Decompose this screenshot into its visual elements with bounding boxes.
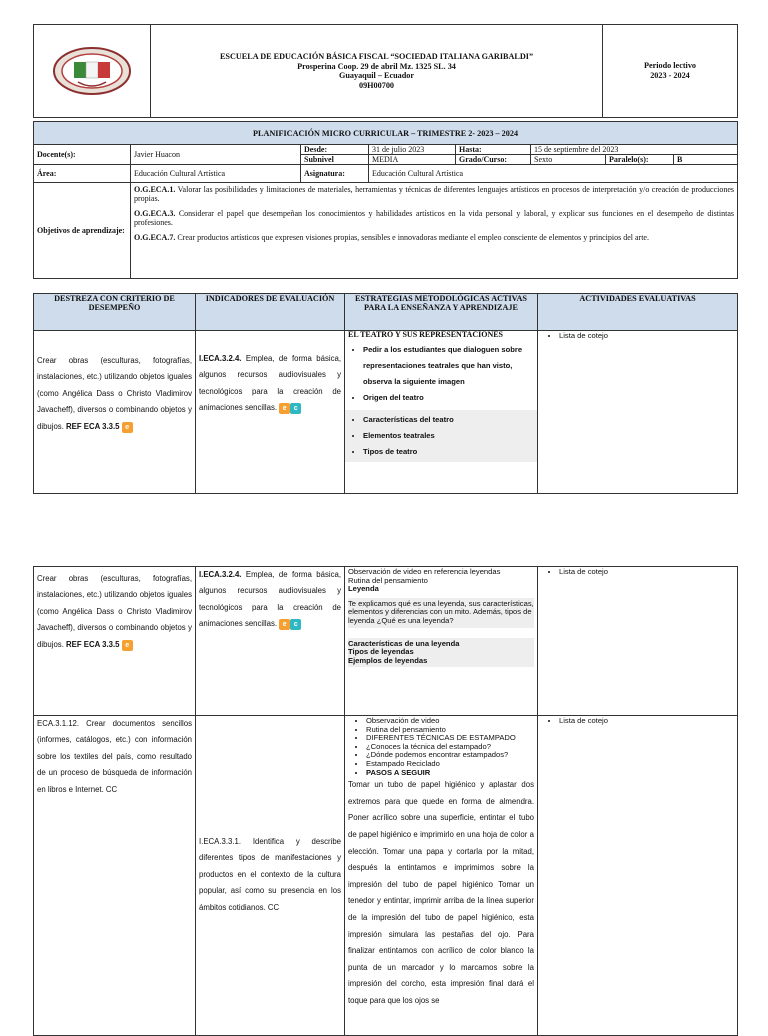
area-label: Área: bbox=[34, 165, 131, 183]
destreza-cell: Crear obras (esculturas, fotografías, instalaciones, etc.) utilizando objetos iguales (como Angélica Dass o Christo Vladimirov Javacheff), diversos o combinando objetos y dibujos. REF ECA 3.3.5 e bbox=[34, 567, 196, 716]
school-code: 09H00700 bbox=[358, 80, 395, 90]
objetivos-cell bbox=[131, 183, 738, 279]
list-item: • Tipos de teatro bbox=[363, 444, 537, 460]
paralelo-value: B bbox=[674, 155, 738, 165]
estrategia-steps: Tomar un tubo de papel higiénico y aplastar dos extremos para que quede en forma de almendra. Poner acrílico sobre una superficie, entintar el tubo de papel higiénico e imprimirlo en una hoja de color a elección. Tomar una papa y cortarla por la mitad, después la entintamos e imprimimos sobre la impresión del tubo de papel higiénico Tomar un tenedor y entintar, imprimir arriba de la línea superior de la impresión del tubo de papel higiénico, esta impresión simulara las pestañas del ojo. Para finalizar entintamos con acrílico de color blanco la punta de un marcador y lo marcamos sobre la impresión del corcho, esta impresión final dará el toque para que los ojos se bbox=[348, 780, 534, 1005]
hasta-value: 15 de septiembre del 2023 bbox=[531, 145, 738, 155]
area-value: Educación Cultural Artística bbox=[131, 165, 301, 183]
list-item: • PASOS A SEGUIR bbox=[366, 769, 534, 778]
indicador-cell: I.ECA.3.3.1. Identifica y describe diferentes tipos de manifestaciones y productos en el contexto de la cultura popular, así como su presencia en los ámbitos cotidianos. CC bbox=[196, 716, 345, 1036]
destreza-cell: ECA.3.1.12. Crear documentos sencillos (informes, catálogos, etc.) con información sobre los textiles del país, como resultado de un proceso de búsqueda de información en libros e Internet. CC bbox=[34, 716, 196, 1036]
estrategia-bold-list: Características de una leyenda Tipos de leyendas Ejemplos de leyendas bbox=[348, 638, 534, 668]
actividad-cell bbox=[538, 331, 738, 494]
asignatura-value: Educación Cultural Artística bbox=[369, 165, 738, 183]
paralelo-label: Paralelo(s): bbox=[606, 155, 674, 165]
destreza-table-2 bbox=[33, 566, 738, 1036]
list-item: • Lista de cotejo bbox=[559, 568, 734, 577]
objetivo-2: O.G.ECA.3. Considerar el papel que desempeñan los conocimientos y habilidades artísticos en la vida personal y laboral, y explicar sus funciones en el desempeño de distintas profesiones. bbox=[134, 209, 735, 227]
desde-label: Desde: bbox=[301, 145, 369, 155]
estrategia-line: Observación de video en referencia leyendas bbox=[348, 567, 501, 576]
list-item: • DIFERENTES TÉCNICAS DE ESTAMPADO bbox=[366, 734, 534, 743]
chat-icon: c bbox=[290, 619, 301, 630]
estrategia-list-2 bbox=[345, 410, 537, 462]
estrategia-paragraph: Te explicamos qué es una leyenda, sus características, elementos y diferencias con un mito. Además, tipos de leyenda ¿Qué es una leyenda? bbox=[348, 598, 534, 628]
school-info-cell bbox=[151, 25, 603, 118]
header-estrategias: ESTRATEGIAS METODOLÓGICAS ACTIVAS PARA LA ENSEÑANZA Y APRENDIZAJE bbox=[345, 294, 538, 331]
logo-cell bbox=[34, 25, 151, 118]
header-actividades: ACTIVIDADES EVALUATIVAS bbox=[538, 294, 738, 331]
grado-value: Sexto bbox=[531, 155, 606, 165]
book-icon: e bbox=[279, 403, 290, 414]
school-logo-icon bbox=[52, 46, 132, 96]
subnivel-value: MEDIA bbox=[369, 155, 456, 165]
list-item: • Características del teatro bbox=[363, 412, 537, 428]
estrategia-cell bbox=[345, 716, 538, 1036]
desde-value: 31 de julio 2023 bbox=[369, 145, 456, 155]
objetivos-label: Objetivos de aprendizaje: bbox=[34, 183, 131, 279]
periodo-cell bbox=[603, 25, 738, 118]
periodo-value: 2023 - 2024 bbox=[650, 71, 690, 80]
list-item: • Pedir a los estudiantes que dialoguen sobre representaciones teatrales que han visto, observa la siguiente imagen bbox=[363, 342, 537, 390]
table-header-row bbox=[34, 294, 738, 331]
list-item: • Rutina del pensamiento bbox=[366, 726, 534, 735]
planning-table bbox=[33, 121, 738, 279]
header-table bbox=[33, 24, 738, 118]
table-row bbox=[34, 716, 738, 1036]
estrategia-line: Rutina del pensamiento bbox=[348, 575, 428, 585]
book-icon: e bbox=[279, 619, 290, 630]
header-indicadores: INDICADORES DE EVALUACIÓN bbox=[196, 294, 345, 331]
docente-value: Javier Huacon bbox=[131, 145, 301, 165]
table-row bbox=[34, 331, 738, 494]
docente-label: Docente(s): bbox=[34, 145, 131, 165]
hasta-label: Hasta: bbox=[456, 145, 531, 155]
plan-title: PLANIFICACIÓN MICRO CURRICULAR – TRIMESTRE 2- 2023 – 2024 bbox=[34, 122, 738, 145]
estrategia-cell bbox=[345, 567, 538, 716]
indicador-cell: I.ECA.3.2.4. Emplea, de forma básica, algunos recursos audiovisuales y tecnológicos para la creación de animaciones sencillas. e c bbox=[196, 567, 345, 716]
list-item: • Lista de cotejo bbox=[559, 717, 734, 726]
header-destreza: DESTREZA CON CRITERIO DE DESEMPEÑO bbox=[34, 294, 196, 331]
estrategia-list bbox=[345, 342, 537, 406]
estrategia-cell bbox=[345, 331, 538, 494]
actividad-cell bbox=[538, 567, 738, 716]
subnivel-label: Subnivel bbox=[301, 155, 369, 165]
list-item: • ¿Conoces la técnica del estampado? bbox=[366, 743, 534, 752]
list-item: • Origen del teatro bbox=[363, 390, 537, 406]
objetivo-1: O.G.ECA.1. Valorar las posibilidades y limitaciones de materiales, herramientas y técnicas de diferentes lenguajes artísticos en procesos de interpretación y/o creación de producciones propias. bbox=[134, 185, 735, 203]
school-address-1: Prosperina Coop. 29 de abril Mz. 1325 SL. 34 bbox=[297, 61, 456, 71]
list-item: • Elementos teatrales bbox=[363, 428, 537, 444]
school-address-2: Guayaquil – Ecuador bbox=[338, 71, 415, 80]
chat-icon: c bbox=[290, 403, 301, 414]
book-icon: e bbox=[122, 422, 133, 433]
periodo-label: Periodo lectivo bbox=[643, 61, 697, 70]
indicador-cell: I.ECA.3.2.4. Emplea, de forma básica, algunos recursos audiovisuales y tecnológicos para la creación de animaciones sencillas. e c bbox=[196, 331, 345, 494]
school-name: ESCUELA DE EDUCACIÓN BÁSICA FISCAL “SOCIEDAD ITALIANA GARIBALDI” bbox=[219, 52, 534, 61]
table-row bbox=[34, 567, 738, 716]
actividad-cell bbox=[538, 716, 738, 1036]
destreza-cell: Crear obras (esculturas, fotografías, instalaciones, etc.) utilizando objetos iguales (como Angélica Dass o Christo Vladimirov Javacheff), diversos o combinando objetos y dibujos. REF ECA 3.3.5 e bbox=[34, 331, 196, 494]
book-icon: e bbox=[122, 640, 133, 651]
objetivo-3: O.G.ECA.7. Crear productos artísticos que expresen visiones propias, sensibles e innovadoras mediante el empleo consciente de elementos y principios del arte. bbox=[134, 233, 649, 242]
estrategia-list bbox=[348, 717, 534, 777]
estrategia-title: EL TEATRO Y SUS REPRESENTACIONES bbox=[348, 330, 504, 339]
list-item: • ¿Dónde podemos encontrar estampados? bbox=[366, 751, 534, 760]
estrategia-line: Leyenda bbox=[348, 584, 379, 594]
list-item: • Lista de cotejo bbox=[559, 332, 734, 341]
list-item: • Estampado Reciclado bbox=[366, 760, 534, 769]
asignatura-label: Asignatura: bbox=[301, 165, 369, 183]
list-item: • Observación de video bbox=[366, 717, 534, 726]
grado-label: Grado/Curso: bbox=[456, 155, 531, 165]
destreza-table-1 bbox=[33, 293, 738, 494]
